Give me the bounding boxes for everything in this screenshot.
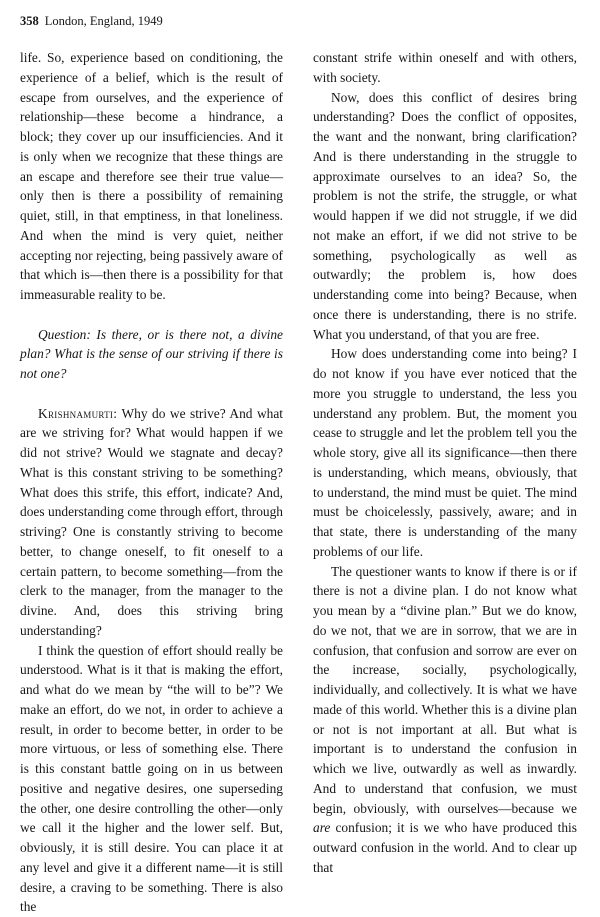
right-column (313, 48, 577, 878)
page-number: 358 (20, 14, 39, 28)
speaker-name: Krishnamurti: (38, 406, 117, 421)
running-title: London, England, 1949 (45, 14, 163, 28)
emphasis: are (313, 820, 330, 835)
question: Question: Is there, or is there not, a divine plan? What is the sense of our striving if there is not one? (20, 325, 283, 384)
paragraph-text: The questioner wants to know if there is or if there is not a divine plan. I do not know what you mean by a “divine plan.” But we do know, do we not, that we are in sorrow, that we are in confusion, that confusion and sorrow are ever on the increase, socially, psychologically, individually, and collectively. It is what we have made of this world. Whether this is a divine plan or not is not important at all. But what is important is to understand the confusion in which we live, outwardly as well as inwardly. And to understand that confusion, we must begin, obviously, with ourselves—because we (313, 564, 577, 816)
paragraph: constant strife within oneself and with others, with society. (313, 48, 577, 88)
paragraph: Now, does this conflict of desires bring understanding? Does the conflict of opposites, the want and the nonwant, bring clarification? And is there understanding in the struggle to approximate ourselves to an idea? So, the problem is not the strife, the struggle, or what would happen if we did not struggle, if we did not make an effort, if we did not strive to be something, psychologically as well as outwardly; the problem is, how does understanding come into being? Because, when once there is understanding, there is no strife. What you understand, of that you are free. (313, 88, 577, 345)
paragraph: I think the question of effort should really be understood. What is it that is making the effort, and what do we mean by “the will to be”? We make an effort, do we not, in order to achieve a result, in order to become better, in order to be more virtuous, or less of something else. There is this constant battle going on in us between positive and negative desires, one superseding the other, one desire controlling the other—only we call it the higher and the lower self. But, obviously, it is still desire. You can place it at any level and give it a different name—it is still desire, a craving to be something. There is also the (20, 641, 283, 917)
paragraph: How does understanding come into being? I do not know if you have ever noticed that the more you struggle to understand, the less you understand any problem. But, the moment you cease to struggle and let the problem tell you the whole story, give all its significance—then there is understanding, which means, obviously, that to understand, the mind must be quiet. The mind must be choicelessly, passively, aware; and in that state, there is understanding of the many problems of our life. (313, 344, 577, 561)
left-column (20, 48, 283, 917)
running-header (20, 13, 163, 29)
answer-text: Why do we strive? And what are we striving for? What would happen if we did not strive? Would we stagnate and decay? What is this constant striving to be something? What does this strife, this effort, indicate? And, does understanding come through effort, through striving? One is constantly striving to become better, to change oneself, to fit oneself to a certain pattern, to become something—from the clerk to the manager, from the manager to the divine. And, does this striving bring understanding? (20, 406, 283, 638)
answer-paragraph (20, 404, 283, 641)
paragraph (313, 562, 577, 878)
paragraph: life. So, experience based on conditioning, the experience of a belief, which is the result of escape from ourselves, and the experience of relationship—these become a hindrance, a block; they cover up our insufficiencies. And it is only when we recognize that these things are an escape and therefore see their true value—only then is there a possibility of remaining quiet, still, in that emptiness, in that loneliness. And when the mind is very quiet, neither accepting nor rejecting, being passively aware of that which is—then there is a possibility for that immeasurable reality to be. (20, 48, 283, 305)
paragraph-text: confusion; it is we who have produced this outward confusion in the world. And to clear up that (313, 820, 577, 875)
